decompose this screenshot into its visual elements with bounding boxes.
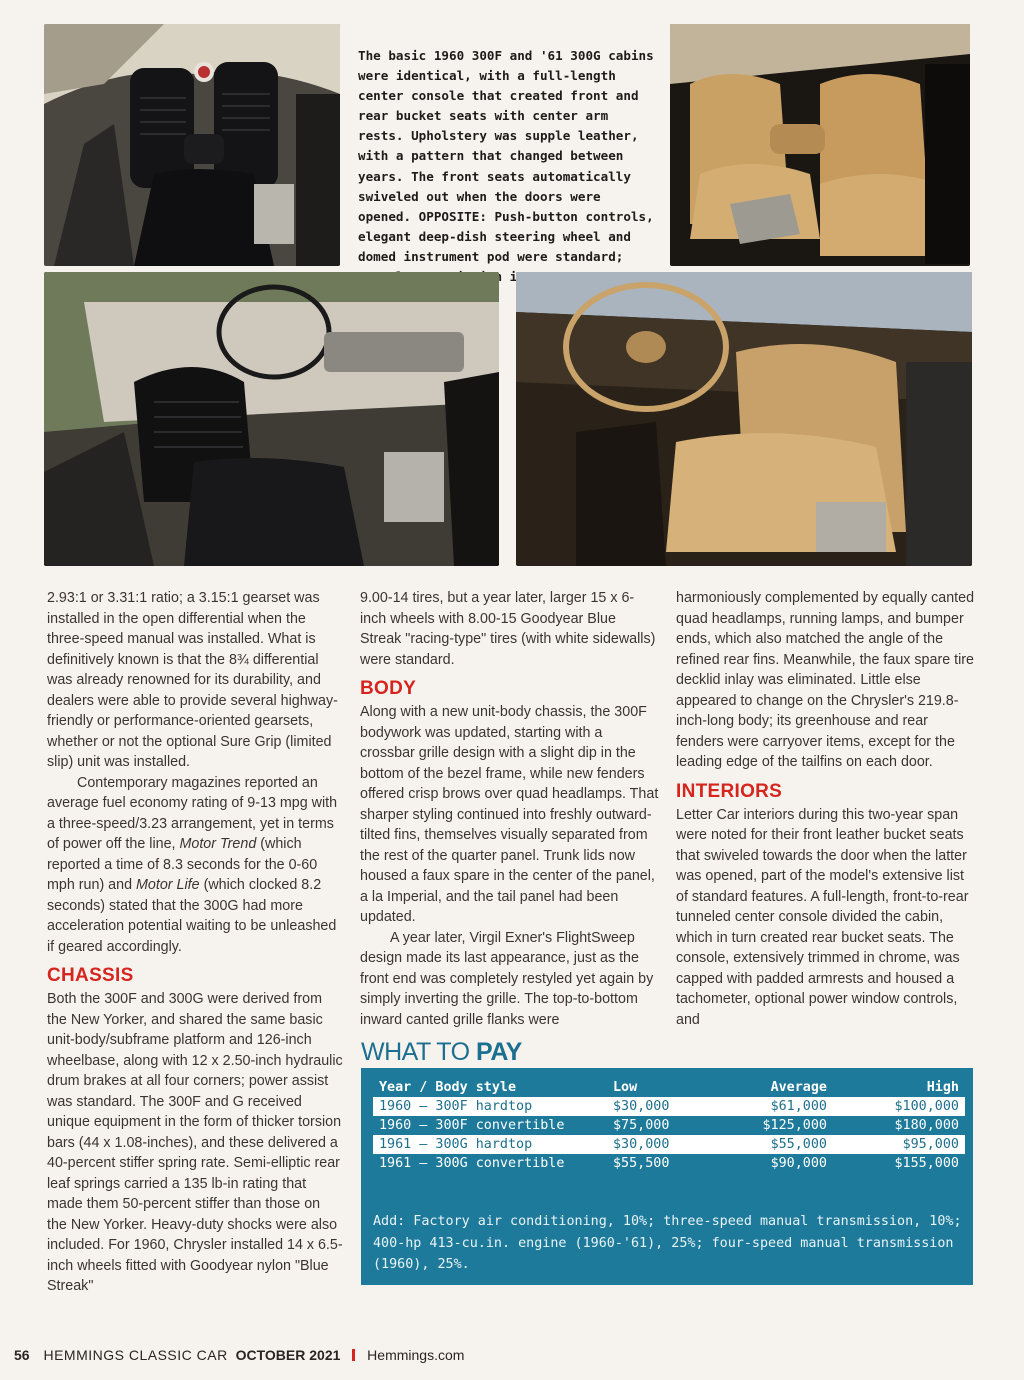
column-header: High	[926, 1080, 959, 1095]
table-cell: $75,000	[613, 1118, 670, 1133]
issue-date: OCTOBER 2021	[235, 1347, 341, 1363]
table-cell: $180,000	[894, 1118, 959, 1133]
section-heading-chassis: CHASSIS	[47, 965, 134, 986]
table-cell: 1960 – 300F hardtop	[373, 1097, 607, 1116]
section-heading-body: BODY	[360, 678, 417, 699]
paragraph: Letter Car interiors during this two-year span were noted for their front leather bucket seats that swiveled towards the door when the latter was opened, part of the model's extensive list of standard features. A full-length, front-to-rear tunneled center console divided the cabin, which in turn created rear bucket seats. The console, extensively trimmed in chrome, was capped with padded armrests and housed a tachometer, optional power window controls, and	[676, 806, 969, 1028]
table-cell: $55,500	[613, 1156, 670, 1171]
table-cell: 1960 – 300F convertible	[379, 1118, 565, 1133]
photo-black-dash-interior	[44, 272, 499, 566]
what-to-pay-box	[361, 1068, 973, 1285]
paragraph: Both the 300F and 300G were derived from the New Yorker, and shared the same basic unit-body/subframe platform and 126-inch wheelbase, along with 12 x 2.50-inch hydraulic drum brakes at all four corners; power assist was standard. The 300F and G received unique equipment in the form of thicker torsion bars (44 x 1.08-inches), and these delivered a 40-percent stiffer spring rate. Semi-elliptic rear leaf springs carried a 135 lb-in rating that made them 50-percent stiffer than those on the New Yorker. Heavy-duty shocks were also included. For 1960, Chrysler installed 14 x 6.5-inch wheels fitted with Goodyear nylon "Blue Streak"	[47, 991, 343, 1294]
table-cell: $30,000	[607, 1097, 711, 1116]
photo-tan-front-seats	[670, 24, 970, 266]
page-number: 56	[14, 1347, 30, 1363]
text-run: (which reported a time of 8.3 seconds for the 0-60 mph run) and	[47, 836, 318, 893]
paragraph: harmoniously complemented by equally canted quad headlamps, running lamps, and bumper ends, which also matched the angle of the refined rear fins. Meanwhile, the faux spare tire decklid inlay was eliminated. Little else appeared to change on the Chrysler's 219.8-inch-long body; its greenhouse and rear fenders were carryover items, except for the leading edge of the tailfins on each door.	[676, 590, 975, 770]
what-to-pay-title	[361, 1037, 522, 1067]
column-header: Low	[613, 1080, 638, 1095]
magazine-title: Motor Life	[136, 877, 200, 893]
table-cell: $55,000	[711, 1135, 833, 1154]
table-cell: 1961 – 300G convertible	[379, 1156, 565, 1171]
table-cell: $100,000	[833, 1097, 965, 1116]
table-row	[373, 1097, 965, 1116]
table-row	[373, 1154, 965, 1173]
photo-black-rear-seats	[44, 24, 340, 266]
table-cell: $125,000	[762, 1118, 827, 1133]
divider	[352, 1349, 355, 1361]
table-cell: $61,000	[711, 1097, 833, 1116]
photo-tan-seat-steering-wheel	[516, 272, 972, 566]
page-footer	[14, 1347, 464, 1363]
paragraph: A year later, Virgil Exner's FlightSweep design made its last appearance, just as the front end was completely restyled yet again by simply inverting the grille. The top-to-bottom inward canted grille flanks were	[360, 929, 654, 1028]
photo-caption: The basic 1960 300F and '61 300G cabins were identical, with a full-length center console that created front and rear bucket seats with center arm rests. Upholstery was supple leather, with a pattern that changed between years. The front seats automatically swiveled out when the doors were opened. OPPOSITE: Push-button controls, elegant deep-dish steering wheel and domed instrument pod were standard;	[358, 48, 654, 264]
title-part: WHAT TO	[361, 1038, 476, 1066]
table-cell: $90,000	[770, 1156, 827, 1171]
table-cell: $30,000	[607, 1135, 711, 1154]
text-column-2	[360, 588, 660, 1030]
table-cell: $95,000	[833, 1135, 965, 1154]
paragraph	[47, 773, 343, 958]
column-header: Year / Body style	[379, 1080, 517, 1095]
magazine-title: Motor Trend	[179, 836, 257, 852]
paragraph: 9.00-14 tires, but a year later, larger 15 x 6-inch wheels with 8.00-15 Goodyear Blue Streak "racing-type" tires (with white sidewalls) were standard.	[360, 590, 656, 668]
text-column-1	[47, 588, 343, 1297]
table-header-row	[373, 1078, 965, 1097]
table-cell: 1961 – 300G hardtop	[373, 1135, 607, 1154]
price-adjustments-note: Add: Factory air conditioning, 10%; three-speed manual transmission, 10%; 400-hp 413-cu.in. engine (1960-'61), 25%; four-speed manual transmission (1960), 25%.	[373, 1214, 962, 1272]
section-heading-interiors: INTERIORS	[676, 780, 783, 802]
table-row	[373, 1116, 965, 1135]
magazine-name: HEMMINGS CLASSIC CAR	[43, 1347, 228, 1363]
website: Hemmings.com	[367, 1347, 465, 1363]
table-cell: $155,000	[894, 1156, 959, 1171]
table-row	[373, 1135, 965, 1154]
paragraph: 2.93:1 or 3.31:1 ratio; a 3.15:1 gearset was installed in the open differential when the three-speed manual was installed. What is definitively known is that the 8¾ differential was already renowned for its durability, and dealers were able to provide several highway-friendly or performance-oriented gearsets, whether or not the optional Sure Grip (limited slip) unit was installed.	[47, 590, 338, 770]
column-header: Average	[770, 1080, 827, 1095]
price-table	[373, 1078, 965, 1173]
text-run: Contemporary magazines reported an average fuel economy rating of 9-13 mpg with a three-speed/3.23 arrangement, yet in terms of power off the line,	[47, 774, 338, 852]
text-run: (which clocked 8.2 seconds) stated that the 300G had more acceleration potential waiting to be unleashed if geared accordingly.	[47, 877, 337, 955]
title-part: PAY	[476, 1038, 522, 1066]
text-column-3	[676, 588, 976, 1030]
paragraph: Along with a new unit-body chassis, the 300F bodywork was updated, starting with a crossbar grille design with a slight dip in the bottom of the bezel frame, while new fenders offered crisp brows over quad headlamps. That sharper styling continued into freshly outward-tilted fins, themselves visually separated from the rest of the quarter panel. Trunk lids now housed a faux spare in the center of the panel, a la Imperial, and the tail panel had been updated.	[360, 704, 659, 925]
